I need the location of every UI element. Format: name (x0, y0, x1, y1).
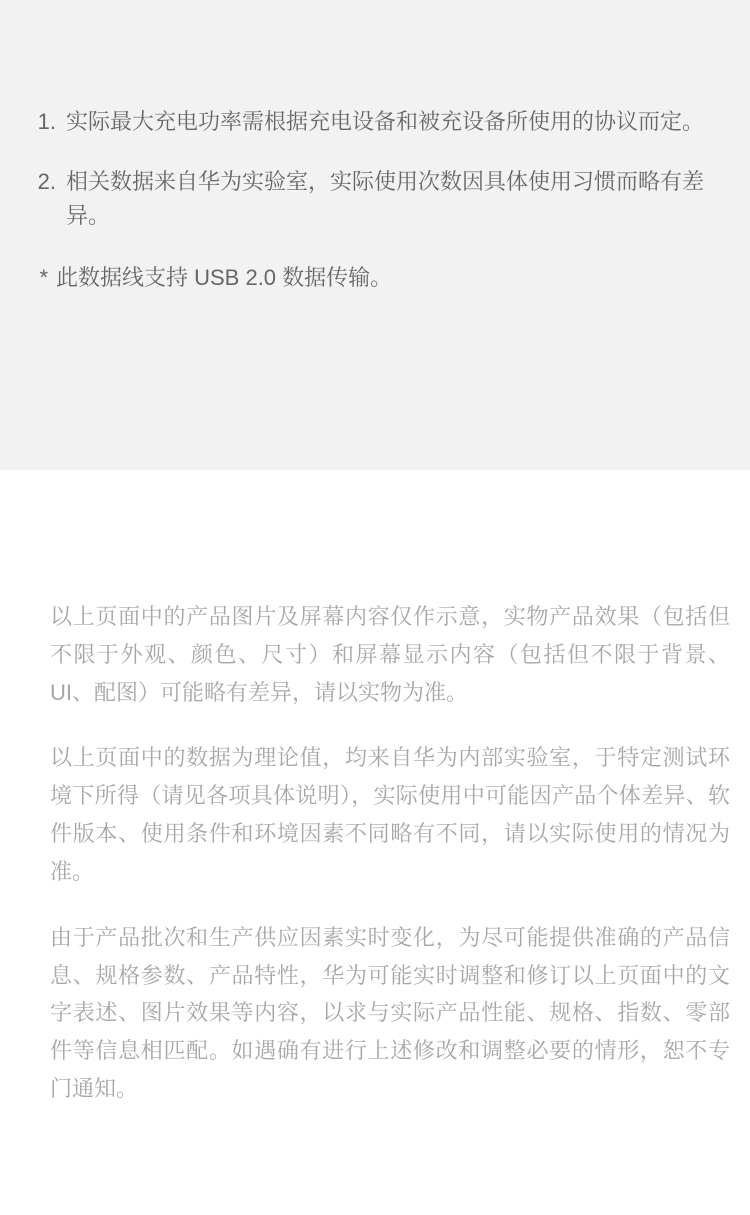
disclaimer-paragraph: 以上页面中的数据为理论值，均来自华为内部实验室，于特定测试环境下所得（请见各项具体说明），实际使用中可能因产品个体差异、软件版本、使用条件和环境因素不同略有不同，请以实际使用的情况为准。 (50, 745, 730, 884)
footnote-text: 相关数据来自华为实验室，实际使用次数因具体使用习惯而略有差异。 (66, 169, 705, 229)
footnote-list (0, 105, 750, 295)
list-item (0, 105, 750, 139)
footnote-text: 实际最大充电功率需根据充电设备和被充设备所使用的协议而定。 (66, 109, 705, 134)
footnote-marker: 2. (37, 169, 56, 195)
footnote-text: 此数据线支持 USB 2.0 数据传输。 (56, 265, 393, 291)
disclaimer-panel (0, 470, 750, 1108)
footnotes-panel (0, 0, 750, 470)
disclaimer-paragraph: 由于产品批次和生产供应因素实时变化，为尽可能提供准确的产品信息、规格参数、产品特性，华为可能实时调整和修订以上页面中的文字表述、图片效果等内容，以求与实际产品性能、规格、指数、零部件等信息相匹配。如遇确有进行上述修改和调整必要的情形，恕不专门通知。 (50, 924, 730, 1102)
list-item-asterisk (0, 261, 750, 295)
asterisk-marker: * (39, 265, 48, 291)
disclaimer-paragraph: 以上页面中的产品图片及屏幕内容仅作示意，实物产品效果（包括但不限于外观、颜色、尺寸）和屏幕显示内容（包括但不限于背景、UI、配图）可能略有差异，请以实物为准。 (50, 604, 730, 705)
footnote-marker: 1. (37, 109, 56, 134)
list-item (0, 165, 750, 233)
